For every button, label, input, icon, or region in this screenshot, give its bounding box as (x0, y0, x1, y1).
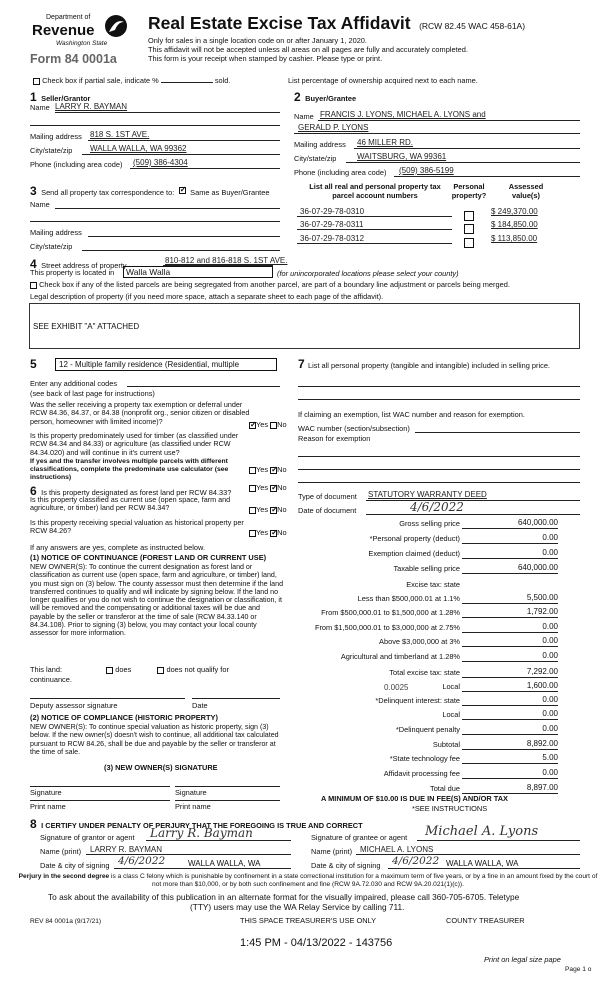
wac-label: WAC number (section/subsection) (298, 424, 410, 433)
legal-description-label: Legal description of property (if you need more space, attach a separate sheet to each page of the affidavit). (30, 292, 384, 301)
local-rate: 0.0025 (384, 683, 409, 692)
tax-row-value[interactable]: 0.00 (542, 533, 558, 542)
this-land-row: This land: does does not qualify for (30, 665, 229, 674)
if-any-yes: If any answers are yes, complete as instructed below. (30, 543, 205, 552)
seller-address-label: Mailing address (30, 132, 82, 141)
tax-row-value[interactable]: 640,000.00 (517, 563, 558, 572)
tax-row-label: Above $3,000,000 at 3% (379, 637, 460, 646)
timber-answer: Yes ✓ No (249, 466, 287, 475)
tax-row-label: From $500,000.01 to $1,500,000 at 1.28% (321, 608, 460, 617)
tax-row-label: *Personal property (deduct) (369, 534, 460, 543)
deputy-signature-label: Deputy assessor signature (30, 701, 118, 710)
tax-row-label: Gross selling price (399, 519, 460, 528)
timber-yes-checkbox[interactable] (249, 467, 256, 474)
notice-compliance-title: (2) NOTICE OF COMPLIANCE (HISTORIC PROPERTY) (30, 713, 218, 722)
partial-sale-label: Check box if partial sale, indicate % (42, 76, 159, 85)
treasurer-use: THIS SPACE TREASURER'S USE ONLY (240, 916, 377, 925)
tax-row-label: Taxable selling price (393, 564, 460, 573)
parcel-3-checkbox[interactable] (464, 238, 474, 248)
county-select[interactable] (123, 266, 273, 278)
minimum-notice: A MINIMUM OF $10.00 IS DUE IN FEE(S) AND/OR TAX (321, 794, 508, 803)
county-value: Walla Walla (126, 267, 171, 277)
section-3-header: 3 Send all property tax correspondence to: ✓ Same as Buyer/Grantee (30, 184, 270, 198)
owner-printname-label-1: Print name (30, 802, 66, 811)
tax-row-value[interactable]: 5,500.00 (526, 593, 558, 602)
buyer-city-label: City/state/zip (294, 154, 337, 163)
exemption-no-checkbox[interactable] (270, 422, 277, 429)
county-treasurer: COUNTY TREASURER (446, 916, 525, 925)
tax-row-value[interactable]: 1,600.00 (526, 681, 558, 690)
tax-row-label: *State technology fee (389, 754, 460, 763)
docdate-field[interactable]: 4/6/2022 (410, 500, 464, 514)
header-line-3: This form is your receipt when stamped by cashier. Please type or print. (148, 54, 383, 63)
revenue-swoosh-icon (104, 12, 128, 42)
tax-row-label: *Delinquent penalty (395, 725, 460, 734)
assessed-col-header: Assessed value(s) (508, 182, 544, 200)
grantee-date-field[interactable]: 4/6/2022 (392, 855, 440, 867)
tax-corr-name-label: Name (30, 200, 50, 209)
grantee-city-field[interactable]: WALLA WALLA, WA (446, 859, 519, 868)
tax-row-label: Total excise tax: state (389, 668, 460, 677)
tax-row-value[interactable]: 5.00 (542, 753, 558, 762)
historic-question: Is this property receiving special valuation as historical property per RCW 84.26? (30, 518, 244, 536)
grantee-signature-label: Signature of grantee or agent (311, 833, 408, 842)
section-7-num: 7 (298, 357, 305, 371)
seller-name-field[interactable]: LARRY R. BAYMAN (55, 102, 128, 111)
docdate-label: Date of document (298, 506, 357, 515)
tax-row-label: Subtotal (432, 740, 460, 749)
parcel-3[interactable]: 36-07-29-78-0312 (300, 234, 365, 243)
tax-row-value[interactable]: 0.00 (542, 636, 558, 645)
parcel-3-value: $ 113,850.00 (491, 234, 538, 243)
grantor-name-label: Name (print) (40, 847, 82, 856)
tax-row-label: Agricultural and timberland at 1.28% (340, 652, 460, 661)
tax-row-label: From $1,500,000.01 to $3,000,000 at 2.75% (314, 623, 460, 632)
grantor-date-label: Date & city of signing (40, 861, 110, 870)
same-as-buyer-checkbox[interactable]: ✓ (179, 185, 187, 195)
current-use-yes-checkbox[interactable] (249, 507, 256, 514)
tax-row-label: Less than $500,000.01 at 1.1% (357, 594, 460, 603)
forest-answer: Yes ✓ No (249, 484, 287, 493)
section-2-header: 2 Buyer/Grantee (294, 90, 357, 104)
grantor-signature-label: Signature of grantor or agent (40, 833, 135, 842)
tax-corr-address-label: Mailing address (30, 228, 82, 237)
alternate-format-2: (TTY) users may use the WA Relay Service by calling 711. (190, 902, 405, 912)
tax-row-value[interactable]: 1,792.00 (526, 607, 558, 616)
does-checkbox[interactable] (106, 667, 113, 674)
tax-row-value[interactable]: 7,292.00 (526, 667, 558, 676)
exemption-yes-checkbox[interactable]: ✓ (250, 419, 257, 429)
seller-city-label: City/state/zip (30, 146, 73, 155)
tax-row-value[interactable]: 0.00 (542, 548, 558, 557)
logo-state: Washington State (56, 40, 108, 47)
does-not-checkbox[interactable] (157, 667, 164, 674)
title-text: Real Estate Excise Tax Affidavit (148, 13, 411, 33)
tax-row-label: Affidavit processing fee (383, 769, 460, 778)
buyer-name-label: Name (294, 112, 314, 121)
partial-sale-sold: sold. (214, 76, 231, 85)
forest-yes-checkbox[interactable] (249, 485, 256, 492)
buyer-address-label: Mailing address (294, 140, 346, 149)
parcel-2-checkbox[interactable] (464, 224, 474, 234)
page-number: Page 1 o (565, 966, 592, 973)
historic-answer: Yes ✓ No (249, 529, 287, 538)
county-note: (for unincorporated locations please select your county) (277, 269, 459, 278)
logo-dept: Department of (46, 14, 91, 21)
use-select[interactable] (55, 358, 277, 371)
deputy-date-label: Date (192, 701, 208, 710)
seller-phone-label: Phone (including area code) (30, 160, 123, 169)
buyer-address-field[interactable]: 46 MILLER RD. (357, 138, 414, 147)
form-title (148, 13, 525, 34)
section-6-header: 6 Is this property designated as forest land per RCW 84.33? (30, 484, 232, 498)
buyer-name-field-2[interactable]: GERALD P. LYONS (298, 123, 369, 132)
historic-no-checkbox[interactable]: ✓ (271, 527, 278, 537)
parcel-3-personal (464, 234, 474, 252)
exemption-question: Was the seller receiving a property tax exemption or deferral under RCW 84.36, 84.37, or 84.38 (nonprofit org., senior citizen or disabled person, homeowner with limited income)? (30, 400, 250, 426)
see-instructions: *SEE INSTRUCTIONS (412, 804, 488, 813)
seller-phone-field[interactable]: (509) 386-4304 (133, 158, 188, 167)
partial-sale-row (33, 77, 230, 86)
tax-row-value[interactable]: 8,892.00 (526, 739, 558, 748)
grantor-signature[interactable]: Larry R. Bayman (150, 826, 253, 840)
buyer-name-field-1[interactable]: FRANCIS J. LYONS, MICHAEL A. LYONS and (320, 110, 486, 119)
reason-label: Reason for exemption (298, 434, 371, 443)
partial-sale-checkbox[interactable] (33, 78, 40, 85)
grantor-name-field[interactable]: LARRY R. BAYMAN (90, 845, 163, 854)
header-line-1: Only for sales in a single location code on or after January 1, 2020. (148, 36, 367, 45)
notice-continuance-body: NEW OWNER(S): To continue the current designation as forest land or classification as current use (open space, farm and agriculture, or timber) land, you must sign on (3) below. The county assessor must then determine if the land transferred continues to qualify and will indicate by signing below. If the land no longer qualifies or you do not wish to continue the designation or classification, it will be removed and the compensating or additional taxes will be due and payable by the seller or transferor at the time of sale (RCW 84.33.140 or 84.34.108). Prior to signing (3) below, you may contact your local county assessor for more information. (30, 563, 284, 638)
tax-row-value[interactable]: 0.00 (542, 724, 558, 733)
personal-property-label: List all personal property (tangible and intangible) included in selling price. (308, 361, 550, 370)
current-use-answer: Yes ✓ No (249, 506, 287, 515)
tax-row-value[interactable]: 640,000.00 (517, 518, 558, 527)
section-5-num: 5 (30, 357, 37, 371)
parcel-2[interactable]: 36-07-29-78-0311 (300, 220, 364, 229)
notice-compliance-body: NEW OWNER(S): To continue special valuation as historic property, sign (3) below. If the new owner(s) doesn't wish to continue, all additional tax calculated pursuant to RCW 84.26, shall be due and payable by the seller or transferor at the time of sale. (30, 723, 279, 756)
grantor-city-field[interactable]: WALLA WALLA, WA (188, 859, 261, 868)
segregated-checkbox[interactable] (30, 282, 37, 289)
tax-row-value[interactable]: 8,897.00 (526, 783, 558, 792)
exemption-answer: ✓ Yes No (250, 419, 287, 429)
section-8-header: 8 I CERTIFY UNDER PENALTY OF PERJURY THAT THE FOREGOING IS TRUE AND CORRECT (30, 817, 363, 831)
exemption-claim-label: If claiming an exemption, list WAC number and reason for exemption. (298, 410, 525, 419)
grantee-name-field[interactable]: MICHAEL A. LYONS (360, 845, 434, 854)
seller-name-label: Name (30, 103, 50, 112)
tax-row-value[interactable]: 0.00 (542, 622, 558, 631)
owner-signature-label-2: Signature (175, 788, 207, 797)
forest-no-checkbox[interactable]: ✓ (271, 482, 278, 492)
doctype-field[interactable]: STATUTORY WARRANTY DEED (368, 490, 487, 499)
header-line-2: This affidavit will not be accepted unless all areas on all pages are fully and accurately completed. (148, 45, 468, 54)
alternate-format-1: To ask about the availability of this publication in an alternate format for the visually impaired, please call 360-705-6705. Teletype (48, 892, 520, 902)
tax-row-label: Total due (430, 784, 460, 793)
owner-printname-label-2: Print name (175, 802, 211, 811)
tax-row-label: Local (442, 710, 460, 719)
tax-corr-city-label: City/state/zip (30, 242, 73, 251)
located-label: This property is located in (30, 268, 115, 277)
historic-yes-checkbox[interactable] (249, 530, 256, 537)
timber-question: Is this property predominately used for timber (as classified under RCW 84.34 and 84.33) or agriculture (as classified under RCW 84.34.020) and will continue in it's current use? (30, 431, 239, 457)
section-1-header: 1 Seller/Grantor (30, 90, 91, 104)
parcel-1-value: $ 249,370.00 (491, 207, 538, 216)
codes-label: Enter any additional codes (30, 379, 118, 388)
perjury-notice: Perjury in the second degree is a class C felony which is punishable by confinement in a state correctional institution for a maximum term of five years, or by a fine in an amount fixed by the court of not more than $10,000, or by both such confinement and fine (RCW 9A.72.030 and RCW 9A.20.021(1)(c)). (18, 873, 598, 888)
tax-row-label: Excise tax: state (406, 580, 460, 589)
grantee-date-label: Date & city of signing (311, 861, 381, 870)
receipt-stamp: 1:45 PM - 04/13/2022 - 143756 (240, 937, 393, 949)
grantee-signature[interactable]: Michael A. Lyons (425, 824, 539, 839)
buyer-phone-label: Phone (including area code) (294, 168, 387, 177)
current-use-no-checkbox[interactable]: ✓ (271, 504, 278, 514)
logo-revenue: Revenue (32, 22, 95, 39)
tax-row-value[interactable]: 0.00 (542, 695, 558, 704)
notice-continuance-title: (1) NOTICE OF CONTINUANCE (FOREST LAND OR CURRENT USE) (30, 553, 267, 562)
codes-note: (see back of last page for instructions) (30, 389, 155, 398)
rev-number: REV 84 0001a (9/17/21) (30, 918, 102, 925)
continuance-label: continuance. (30, 675, 72, 684)
tax-row-label: Exemption claimed (deduct) (368, 549, 460, 558)
timber-no-checkbox[interactable]: ✓ (271, 464, 278, 474)
seller-city-field[interactable]: WALLA WALLA, WA 99362 (90, 144, 187, 153)
tax-row-value[interactable]: 0.00 (542, 709, 558, 718)
seller-address-field[interactable]: 818 S. 1ST AVE. (90, 130, 150, 139)
doctype-label: Type of document (298, 492, 357, 501)
ownership-note: List percentage of ownership acquired next to each name. (288, 76, 478, 85)
legal-size-note: Print on legal size pape (484, 955, 561, 964)
legal-description-text: SEE EXHIBIT "A" ATTACHED (33, 322, 140, 331)
buyer-phone-field[interactable]: (509) 386-5199 (399, 166, 454, 175)
tax-row-label: *Delinquent interest: state (375, 696, 460, 705)
grantor-date-field[interactable]: 4/6/2022 (118, 855, 166, 867)
form-number: Form 84 0001a (30, 52, 117, 66)
department-logo (30, 12, 130, 68)
new-owner-signature-title: (3) NEW OWNER(S) SIGNATURE (104, 763, 218, 772)
personal-col-header: Personal property? (451, 182, 487, 200)
street-address-field[interactable]: 810-812 and 816-818 S. 1ST AVE. (165, 256, 288, 265)
tax-row-value[interactable]: 0.00 (542, 651, 558, 660)
timber-question-note: If yes and the transfer involves multiple parcels with different classifications, complete the predominate use calculator (see instructions) (30, 458, 229, 481)
buyer-city-field[interactable]: WAITSBURG, WA 99361 (357, 152, 447, 161)
tax-row-value[interactable]: 0.00 (542, 768, 558, 777)
title-rcw: (RCW 82.45 WAC 458-61A) (419, 21, 526, 31)
section-4-header: 4 Street address of property (30, 257, 127, 271)
segregated-row: Check box if any of the listed parcels are being segregated from another parcel, are part of a boundary line adjustment or parcels being merged. (30, 281, 510, 290)
current-use-question: Is this property classified as current use (open space, farm and agriculture, or timber) land per RCW 84.34? (30, 495, 231, 513)
parcel-1[interactable]: 36-07-29-78-0310 (300, 207, 365, 216)
use-value: 12 - Multiple family residence (Residential, multiple (59, 360, 240, 369)
parcel-col-header: List all real and personal property tax parcel account numbers (309, 182, 441, 200)
owner-signature-label-1: Signature (30, 788, 62, 797)
parcel-2-value: $ 184,850.00 (491, 220, 538, 229)
grantee-name-label: Name (print) (311, 847, 353, 856)
tax-row-label: Local (442, 682, 460, 691)
